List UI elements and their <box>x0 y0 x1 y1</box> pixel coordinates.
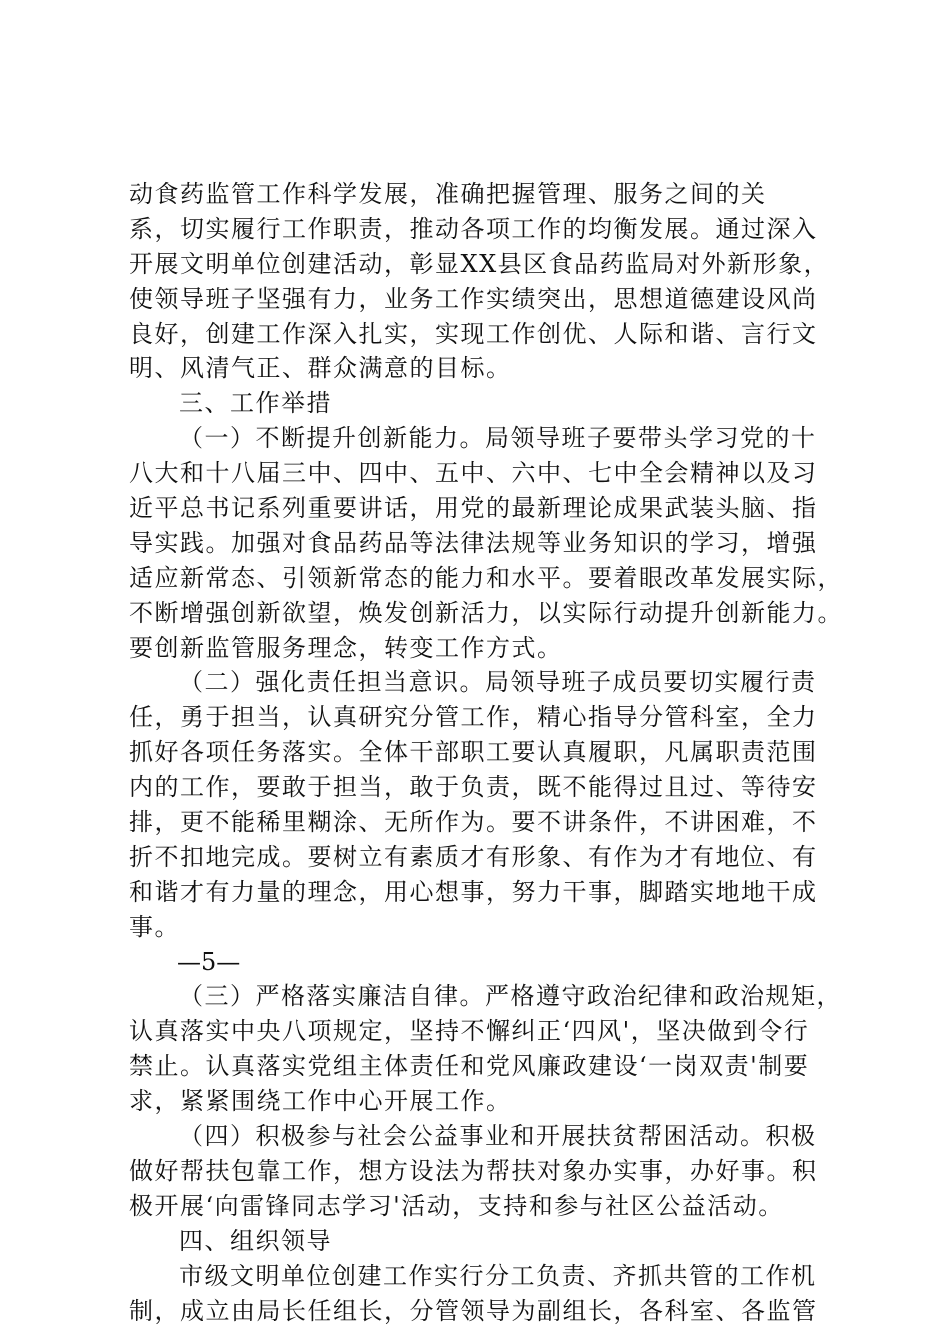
text-line: 明、风清气正、群众满意的目标。 <box>129 354 512 383</box>
text-line: 开展文明单位创建活动，彰显XX县区食品药监局对外新形象， <box>129 249 830 278</box>
paragraph-start: 市级文明单位创建工作实行分工负责、齐抓共管的工作机 <box>179 1261 817 1290</box>
text-line: 八大和十八届三中、四中、五中、六中、七中全会精神以及习 <box>129 459 818 488</box>
text-line: 适应新常态、引领新常态的能力和水平。要着眼改革发展实际， <box>129 563 843 592</box>
text-line: 和谐才有力量的理念，用心想事，努力干事，脚踏实地地干成 <box>129 877 818 906</box>
text-line: 极开展‘向雷锋同志学习'活动，支持和参与社区公益活动。 <box>129 1191 784 1220</box>
text-line: 排，更不能稀里糊涂、无所作为。要不讲条件，不讲困难，不 <box>129 808 818 837</box>
text-line: 制，成立由局长任组长，分管领导为副组长，各科室、各监管 <box>129 1296 818 1325</box>
text-line: 动食药监管工作科学发展，准确把握管理、服务之间的关 <box>129 180 767 208</box>
paragraph-start: （三）严格落实廉洁自律。严格遵守政治纪律和政治规矩， <box>179 982 842 1011</box>
text-line: 内的工作，要敢于担当，敢于负责，既不能得过且过、等待安 <box>129 773 818 802</box>
text-line: 抓好各项任务落实。全体干部职工要认真履职，凡属职责范围 <box>129 738 818 767</box>
text-line: 事。 <box>129 912 180 941</box>
section-heading: 三、工作举措 <box>179 389 332 418</box>
text-line: 良好，创建工作深入扎实，实现工作创优、人际和谐、言行文 <box>129 319 818 348</box>
paragraph-start: （二）强化责任担当意识。局领导班子成员要切实履行责 <box>179 668 817 697</box>
text-line: 认真落实中央八项规定，坚持不懈纠正‘四风'，坚决做到令行 <box>129 1017 810 1046</box>
text-line: 做好帮扶包靠工作，想方设法为帮扶对象办实事，办好事。积 <box>129 1156 818 1185</box>
document-body <box>129 177 843 1328</box>
text-line: 折不扣地完成。要树立有素质才有形象、有作为才有地位、有 <box>129 842 818 871</box>
page-number: —5— <box>177 947 241 976</box>
text-line: 系，切实履行工作职责，推动各项工作的均衡发展。通过深入 <box>129 214 818 243</box>
text-line: 禁止。认真落实党组主体责任和党风廉政建设‘一岗双责'制要 <box>129 1052 810 1081</box>
text-line: 导实践。加强对食品药品等法律法规等业务知识的学习，增强 <box>129 528 818 557</box>
paragraph-start: （一）不断提升创新能力。局领导班子要带头学习党的十 <box>179 424 817 453</box>
text-line: 要创新监管服务理念，转变工作方式。 <box>129 633 563 662</box>
section-heading: 四、组织领导 <box>179 1226 332 1255</box>
text-line: 使领导班子坚强有力，业务工作实绩突出，思想道德建设风尚 <box>129 284 818 313</box>
text-line: 求，紧紧围绕工作中心开展工作。 <box>129 1087 512 1116</box>
text-line: 近平总书记系列重要讲话，用党的最新理论成果武装头脑、指 <box>129 494 818 523</box>
text-line: 不断增强创新欲望，焕发创新活力，以实际行动提升创新能力。 <box>129 598 843 627</box>
text-line: 任，勇于担当，认真研究分管工作，精心指导分管科室，全力 <box>129 703 818 732</box>
paragraph-start: （四）积极参与社会公益事业和开展扶贫帮困活动。积极 <box>179 1122 817 1151</box>
